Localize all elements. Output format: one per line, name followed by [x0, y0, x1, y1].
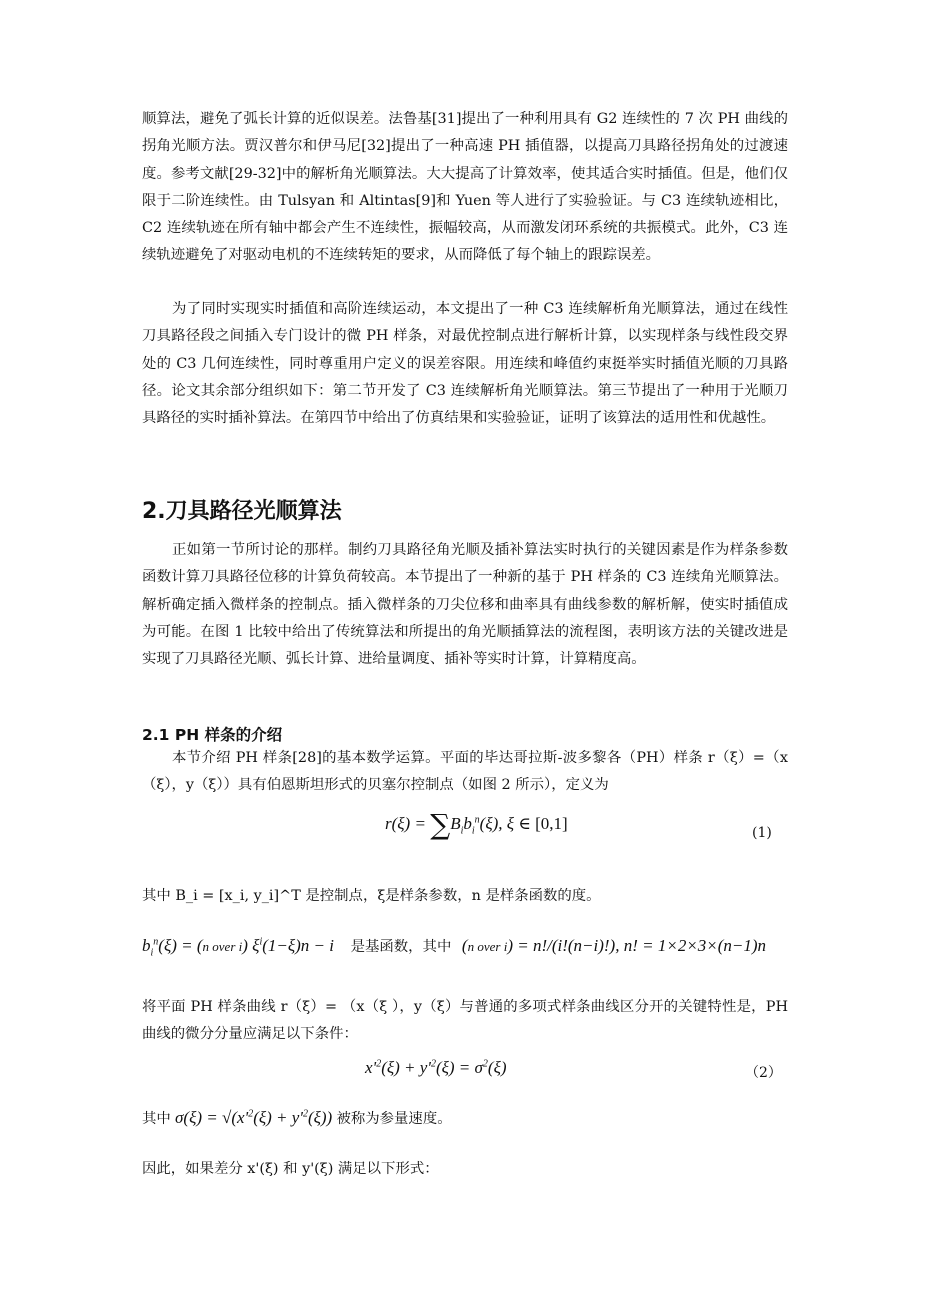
parametric-speed-line: 其中 $\sigma(\xi) = √(x'^2(\xi) + y'^2(\xi))$ 被称为参量速度。: [142, 1108, 452, 1127]
section-2-1-heading: 2.1 PH 样条的介绍: [142, 726, 283, 744]
intro-paragraph-2: 为了同时实现实时插值和高阶连续运动，本文提出了一种 C3 连续解析角光顺算法，通过在线性刀具路径段之间插入专门设计的微 PH 样条，对最优控制点进行解析计算，以实现样条与线性段交界处的 C3 几何连续性，同时尊重用户定义的误差容限。用连续和峰值约束挺举实时插值光顺的刀具路径。论文其余部分组织如下：第二节开发了 C3 连续解析角光顺算法。第三节提出了一种用于光顺刀具路径的实时插补算法。在第四节中给出了仿真结果和实验验证，证明了该算法的适用性和优越性。: [142, 301, 788, 427]
parametric-speed-text: 被称为参量速度。: [336, 1111, 452, 1127]
section-2-1-paragraph: 本节介绍 PH 样条[28]的基本数学运算。平面的毕达哥拉斯-波多黎各（PH）样条 r（ξ）=（x（ξ），y（ξ））具有伯恩斯坦形式的贝塞尔控制点（如图 2 所示），定义为: [142, 750, 788, 794]
intro-paragraph-1: 顺算法，避免了弧长计算的近似误差。法鲁基[31]提出了一种利用具有 G2 连续性的 7 次 PH 曲线的拐角光顺方法。贾汉普尔和伊马尼[32]提出了一种高速 PH 插值器，以提高刀具路径拐角处的过渡速度。参考文献[29-32]中的解析角光顺算法。大大提高了计算效率，使其适合实时插值。但是，他们仅限于二阶连续性。由 Tulsyan 和 Altintas[9]和 Yuen 等人进行了实验验证。与 C3 连续轨迹相比，C2 连续轨迹在所有轴中都会产生不连续性，振幅较高，从而激发闭环系统的共振模式。此外，C3 连续轨迹避免了对驱动电机的不连续转矩的要求，从而降低了每个轴上的跟踪误差。: [142, 111, 788, 264]
basis-function-text: 是基函数，其中: [350, 939, 452, 955]
equation-2: $x'^2(\xi) + y'^2(\xi) = \sigma^2(\xi)$: [365, 1058, 507, 1077]
control-point-definition: 其中 B_i = [x_i, y_i]^T 是控制点，ξ是样条参数，n 是样条函数的度。: [142, 888, 601, 904]
equation-2-label: （2）: [745, 1065, 782, 1081]
section-2-paragraph: 正如第一节所讨论的那样。制约刀具路径角光顺及插补算法实时执行的关键因素是作为样条参数函数计算刀具路径位移的计算负荷较高。本节提出了一种新的基于 PH 样条的 C3 连续角光顺算法。解析确定插入微样条的控制点。插入微样条的刀尖位移和曲率具有曲线参数的解析解，使实时插值成为可能。在图 1 比较中给出了传统算法和所提出的角光顺插算法的流程图，表明该方法的关键改进是实现了刀具路径光顺、弧长计算、进给量调度、插补等实时计算，计算精度高。: [142, 542, 788, 668]
equation-1-label: (1): [752, 825, 772, 841]
basis-function-line: $b_i^n(\xi) = (n$ over i) $\xi^i(1-\xi)n - i$ 是基函数，其中 (n over i) = n!/(i!(n−i)!), n! = 1×2×3×(n−1)n: [142, 936, 767, 959]
equation-1: $r(\xi) = \sum B_ib_i^n(\xi)$, ξ ∈ [0,1]: [385, 808, 568, 841]
therefore-line: 因此，如果差分 x'(ξ) 和 y'(ξ) 满足以下形式：: [142, 1161, 439, 1177]
ph-property-paragraph: 将平面 PH 样条曲线 r（ξ）= （x（ξ ），y（ξ）与普通的多项式样条曲线区分开的关键特性是，PH 曲线的微分分量应满足以下条件：: [142, 999, 788, 1043]
section-2-heading: 2.刀具路径光顺算法: [142, 499, 342, 524]
